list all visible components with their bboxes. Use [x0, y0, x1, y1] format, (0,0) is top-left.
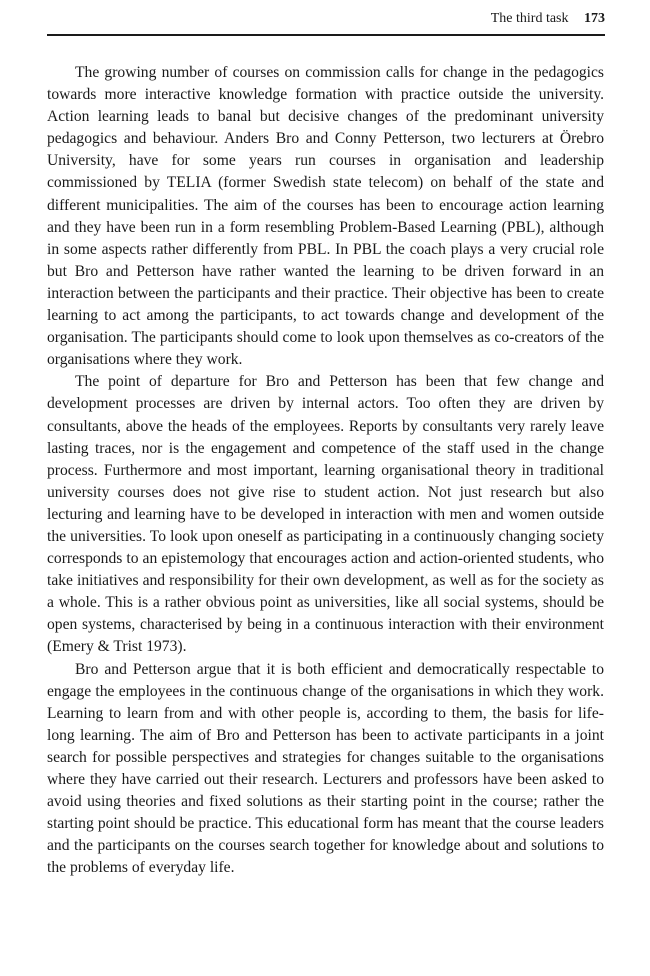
- running-header: [47, 8, 605, 36]
- paragraph: Bro and Petterson argue that it is both efficient and democratically respectable to engage the employees in the continuous change of the organisations in which they work. Learning to learn from and with other people is, according to them, the basis for life-long learning. The aim of Bro and Petterson has been to activate participants in a joint search for possible perspectives and strategies for changes suitable to the organisations where they have carried out their research. Lecturers and professors have been asked to avoid using theories and fixed solutions as their starting point in the course; rather the starting point should be practice. This educational form has meant that the course leaders and the participants on the courses search together for knowledge about and solutions to the problems of everyday life.: [47, 660, 604, 877]
- page-number: 173: [584, 11, 605, 26]
- paragraph: The point of departure for Bro and Petterson has been that few change and development processes are driven by internal actors. Too often they are driven by consultants, above the heads of the employees. Reports by consultants very rarely leave lasting traces, nor is the engagement and competence of the staff used in the change process. Furthermore and most important, learning organisational theory in traditional university courses does not give rise to student action. Not just research but also lecturing and learning have to be developed in interaction with men and women outside the universities. To look upon oneself as participating in a continuously changing society corresponds to an epistemology that encourages action and action-oriented students, who take initiatives and responsibility for their own development, as well as for the society as a whole. This is a rather obvious point as universities, like all social systems, should be open systems, characterised by being in a continuous interaction with their environment (Emery & Trist 1973).: [47, 373, 604, 656]
- body-text: [47, 62, 604, 879]
- running-head-title: The third task: [490, 11, 569, 26]
- paragraph: The growing number of courses on commission calls for change in the pedagogics towards more interactive knowledge formation with practice outside the university. Action learning leads to banal but decisive changes of the predominant university pedagogics and behaviour. Anders Bro and Conny Petterson, two lecturers at Örebro University, have for some years run courses in organisation and leadership commissioned by TELIA (former Swedish state telecom) on behalf of the state and different municipalities. The aim of the courses has been to encourage action learning and they have been run in a form resembling Problem-Based Learning (PBL), although in some aspects rather differently from PBL. In PBL the coach plays a very crucial role but Bro and Petterson have rather wanted the learning to be driven forward in an interaction between the participants and their practice. Their objective has been to create learning to act among the participants, to act towards change and development of the organisation. The participants should come to look upon themselves as co-creators of the organisations where they work.: [47, 64, 604, 369]
